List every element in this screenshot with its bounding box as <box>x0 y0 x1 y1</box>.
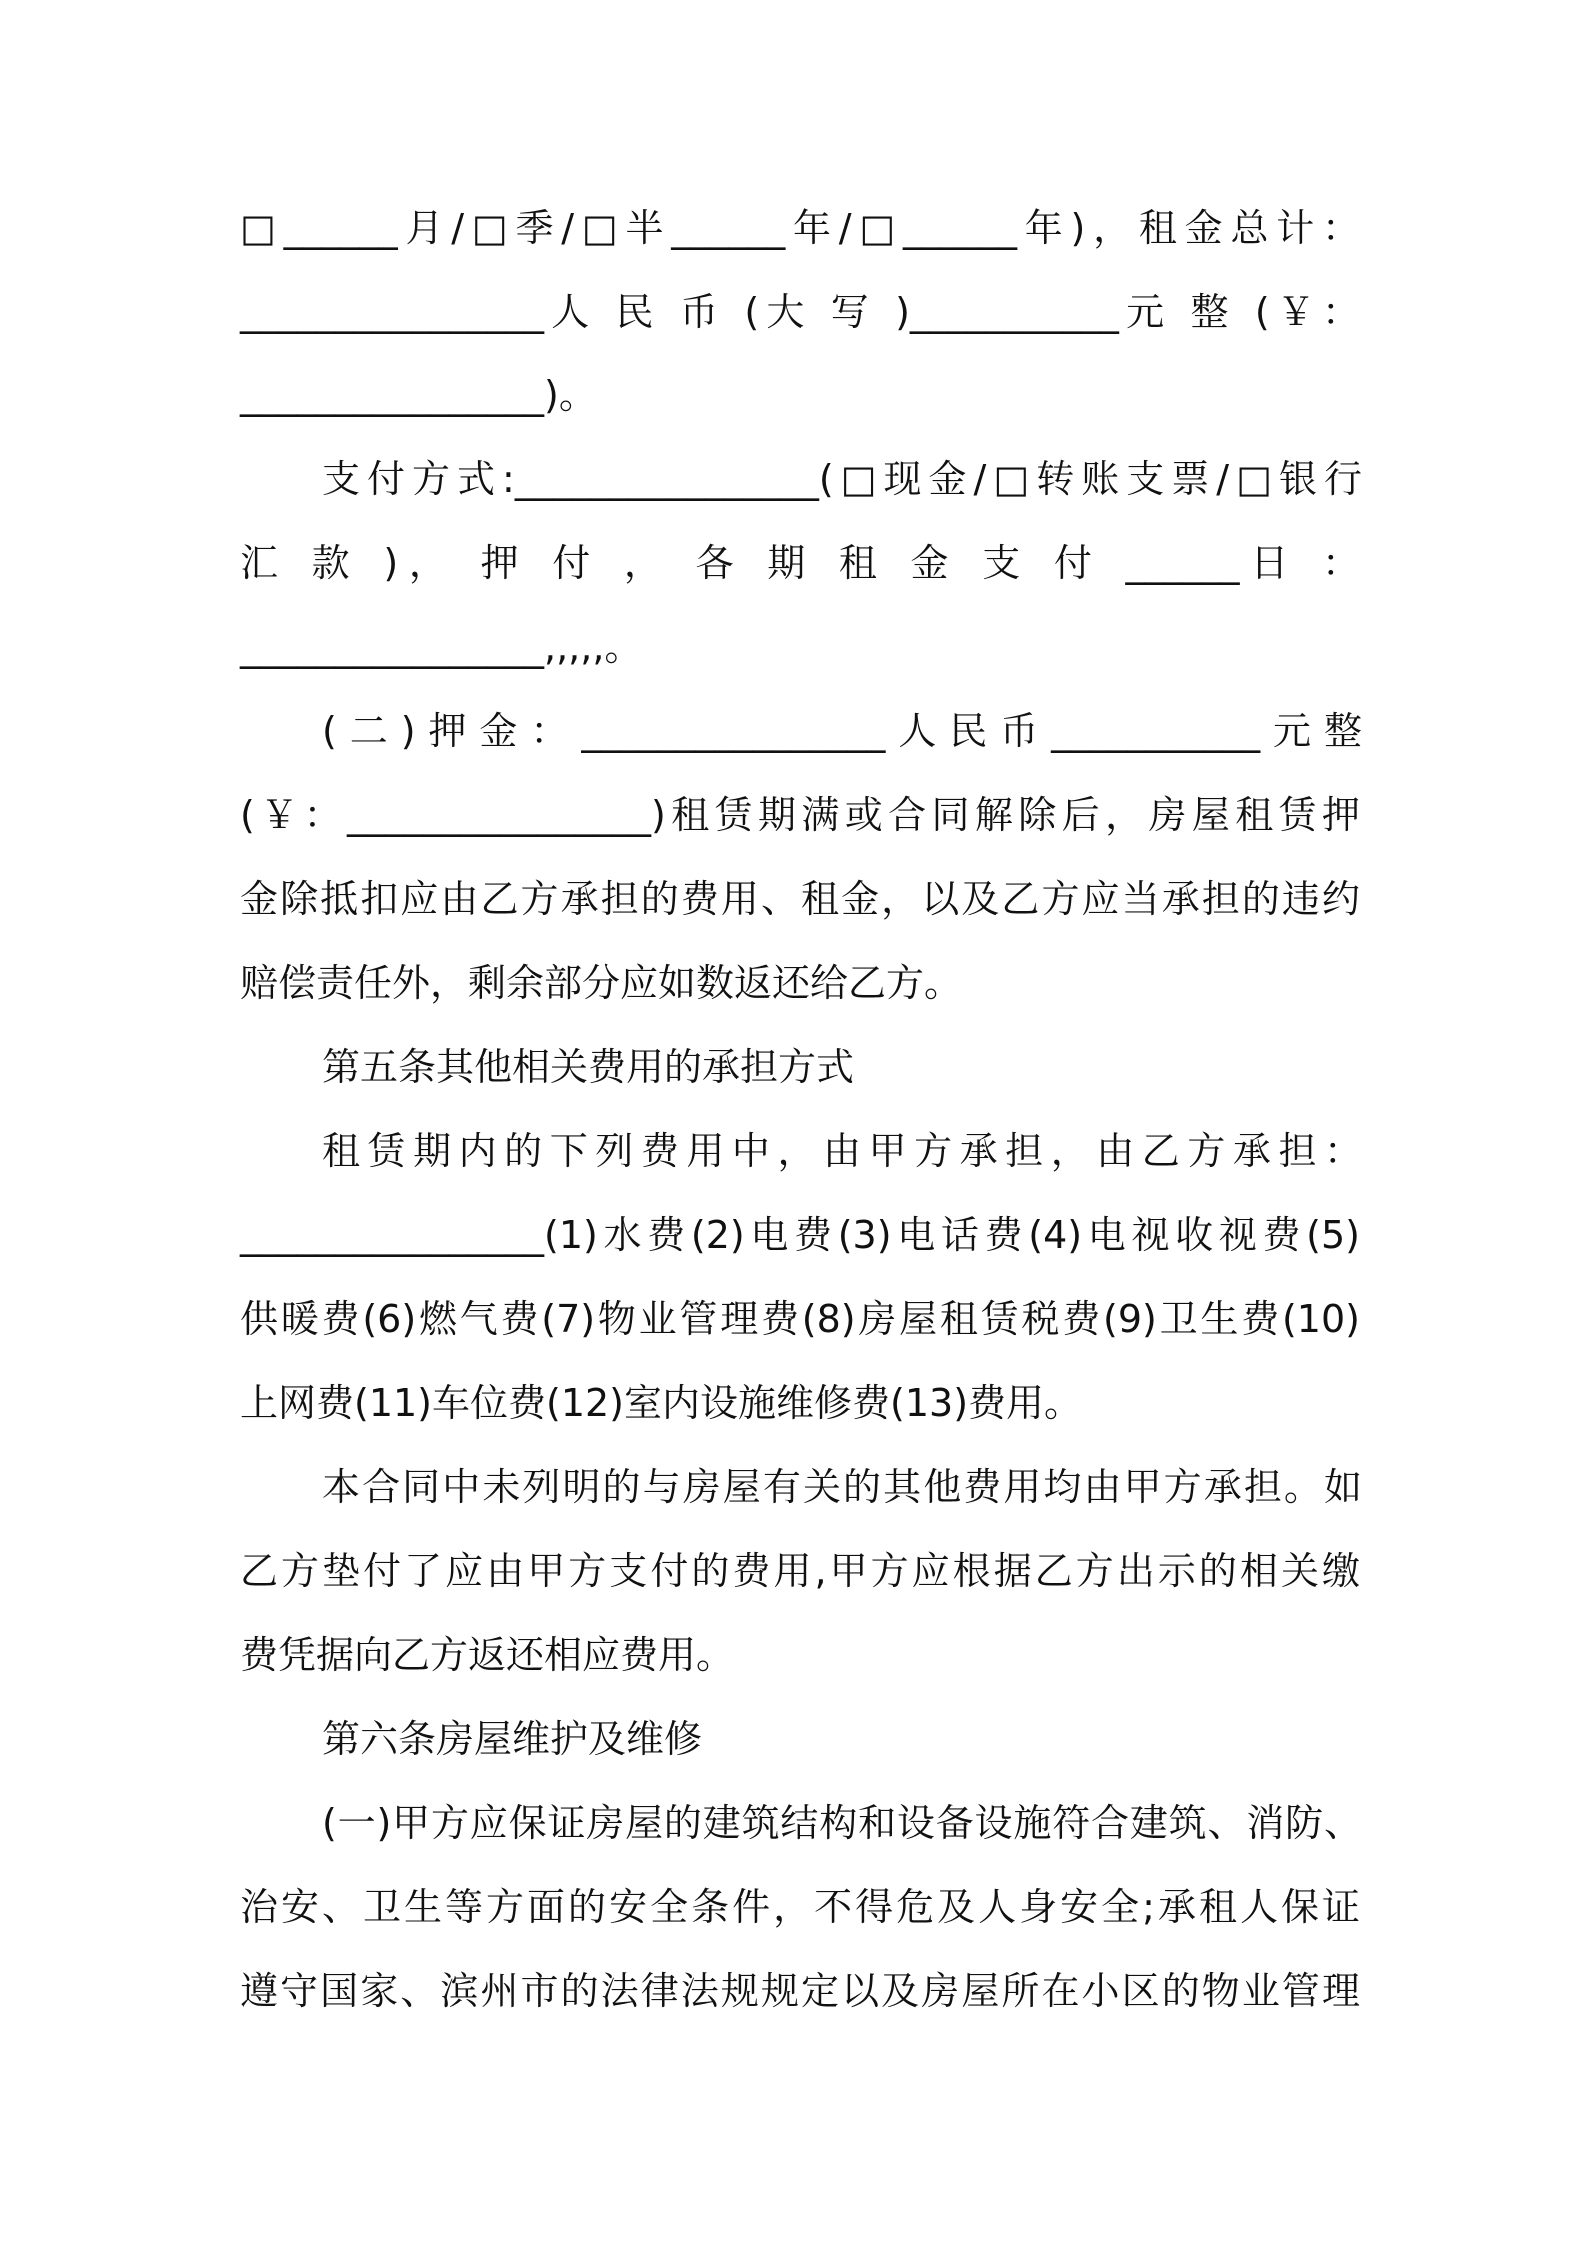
text-line: 治安、卫生等方面的安全条件，不得危及人身安全;承租人保证 <box>240 1885 1360 1929</box>
text-line: 本合同中未列明的与房屋有关的其他费用均由甲方承担。如 <box>322 1465 1362 1509</box>
text-line: ________________,,,,,。 <box>240 625 643 669</box>
text-line: 汇 款 )， 押 付 ， 各 期 租 金 支 付 ______日 ： <box>240 541 1360 585</box>
text-line: 金除抵扣应由乙方承担的费用、租金，以及乙方应当承担的违约 <box>240 877 1360 921</box>
text-line: (一)甲方应保证房屋的建筑结构和设备设施符合建筑、消防、 <box>322 1801 1362 1845</box>
text-line: 赔偿责任外，剩余部分应如数返还给乙方。 <box>240 961 963 1005</box>
text-line: 支付方式:________________(□现金/□转账支票/□银行 <box>322 457 1362 501</box>
section-heading: 第六条房屋维护及维修 <box>322 1717 703 1761</box>
text-line: 费凭据向乙方返还相应费用。 <box>240 1633 735 1677</box>
section-heading: 第五条其他相关费用的承担方式 <box>322 1045 855 1089</box>
text-line: □______月/□季/□半______年/□______年)，租金总计： <box>240 206 1360 250</box>
text-line: 供暖费(6)燃气费(7)物业管理费(8)房屋租赁税费(9)卫生费(10) <box>240 1297 1360 1341</box>
text-line: 乙方垫付了应由甲方支付的费用,甲方应根据乙方出示的相关缴 <box>240 1549 1360 1593</box>
text-line: 上网费(11)车位费(12)室内设施维修费(13)费用。 <box>240 1381 1083 1425</box>
text-line: 租赁期内的下列费用中，由甲方承担，由乙方承担： <box>322 1129 1362 1173</box>
text-line: ________________人 民 币 (大 写 )___________元 整 (￥： <box>240 290 1360 334</box>
text-line: ________________(1)水费(2)电费(3)电话费(4)电视收视费(5) <box>240 1213 1360 1257</box>
text-line: 遵守国家、滨州市的法律法规规定以及房屋所在小区的物业管理 <box>240 1969 1360 2013</box>
text-line: ________________)。 <box>240 373 597 417</box>
text-line: (二)押金：________________人民币___________元整 <box>322 709 1362 753</box>
text-line: (￥：________________)租赁期满或合同解除后，房屋租赁押 <box>240 793 1360 837</box>
